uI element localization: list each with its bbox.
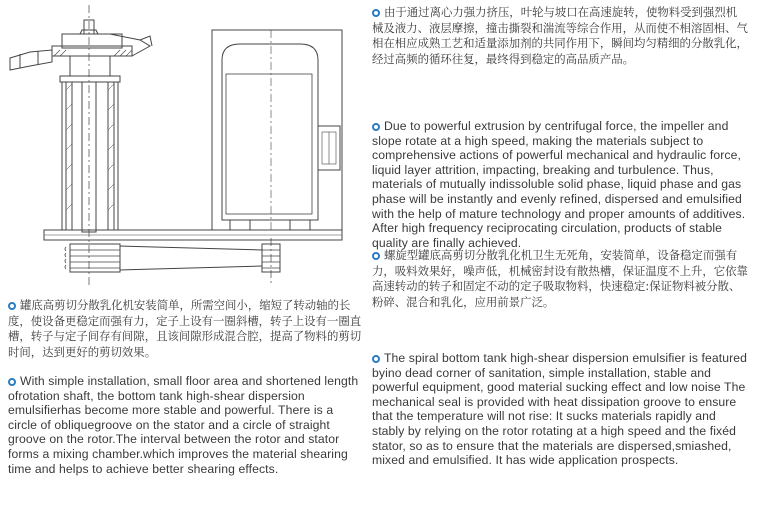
paragraph-text: 由于通过离心力强力挤压，叶轮与坡口在高速旋转，使物料受到强烈机械及液力、液层摩擦，撞击撕裂和湍流等综合作用，从而使不相溶固相、气相在相应成熟工艺和适量添加剂的共同作用下，瞬间均匀精细的分散乳化，经过高频的循环往复，最终得到稳定的高品质产品。 [372,5,748,66]
paragraph-text: With simple installation, small floor area and shortened length ofrotation shaft, the bottom tank high-shear dispersion emulsifierhas become more stable and powerful. There is a circle of obliquegroove on the stator and a circle of straight groove on the rotor.The interval between the rotor and stator forms a mixing chamber.which improves the material shearing time and helps to achieve better shearing effects. [8,374,359,476]
ring-bullet-icon [8,378,16,386]
paragraph-text: The spiral bottom tank high-shear dispersion emulsifier is featured byino dead corner of sanitation, simple installation, stable and powerful equipment, good material sucking effect and low noise The mechanical seal is provided with heat dissipation groove to ensure that the temperature will not rise: It sucks materials rapidly and stably by relying on the rotor rotating at a high speed and the fixéd stator, so as to ensure that the materials are dispersed,smiashed, mixed and emulsified. It has wide application prospects. [372,351,748,468]
description-paragraph-zh-2 [372,248,748,310]
ring-bullet-icon [8,302,16,310]
emulsifier-technical-drawing [0,0,362,290]
description-paragraph-en-1 [372,119,748,250]
ring-bullet-icon [372,252,380,260]
ring-bullet-icon [372,9,380,17]
description-paragraph-zh-3 [8,298,362,360]
paragraph-text: 罐底高剪切分散乳化机安装简单，所需空间小，缩短了转动轴的长度，使设备更稳定而强有力，定子上设有一圈斜槽，转子上设有一圈直槽，转子与定子间存有间隙，且该间隙形成混合腔，提高了物料的剪切时间，达到更好的剪切效果。 [8,298,362,359]
description-paragraph-en-3 [8,374,362,476]
description-paragraph-en-2 [372,351,748,468]
description-paragraph-zh-1 [372,5,748,67]
paragraph-text: 螺旋型罐底高剪切分散乳化机卫生无死角，安装简单，设备稳定而强有力，吸料效果好，噪声低，机械密封设有散热槽，保证温度不上升，它依靠高速转动的转子和固定不动的定子吸取物料，快速稳定:保证物料被分散、粉碎、混合和乳化，应用前景广泛。 [372,248,748,309]
ring-bullet-icon [372,355,380,363]
ring-bullet-icon [372,123,380,131]
paragraph-text: Due to powerful extrusion by centrifugal force, the impeller and slope rotate at a high speed, making the materials subject to comprehensive actions of powerful mechanical and hydraulic force, liquid layer attrition, impacting, breaking and turbulence. Thus, materials of mutually indissoluble solid phase, liquid phase and gas phase will be instantly and evenly refined, dispersed and emulsified with the help of mature technology and proper amounts of additives. After high frequency reciprocating circulation, products of stable quality are finally achieved. [372,119,746,250]
